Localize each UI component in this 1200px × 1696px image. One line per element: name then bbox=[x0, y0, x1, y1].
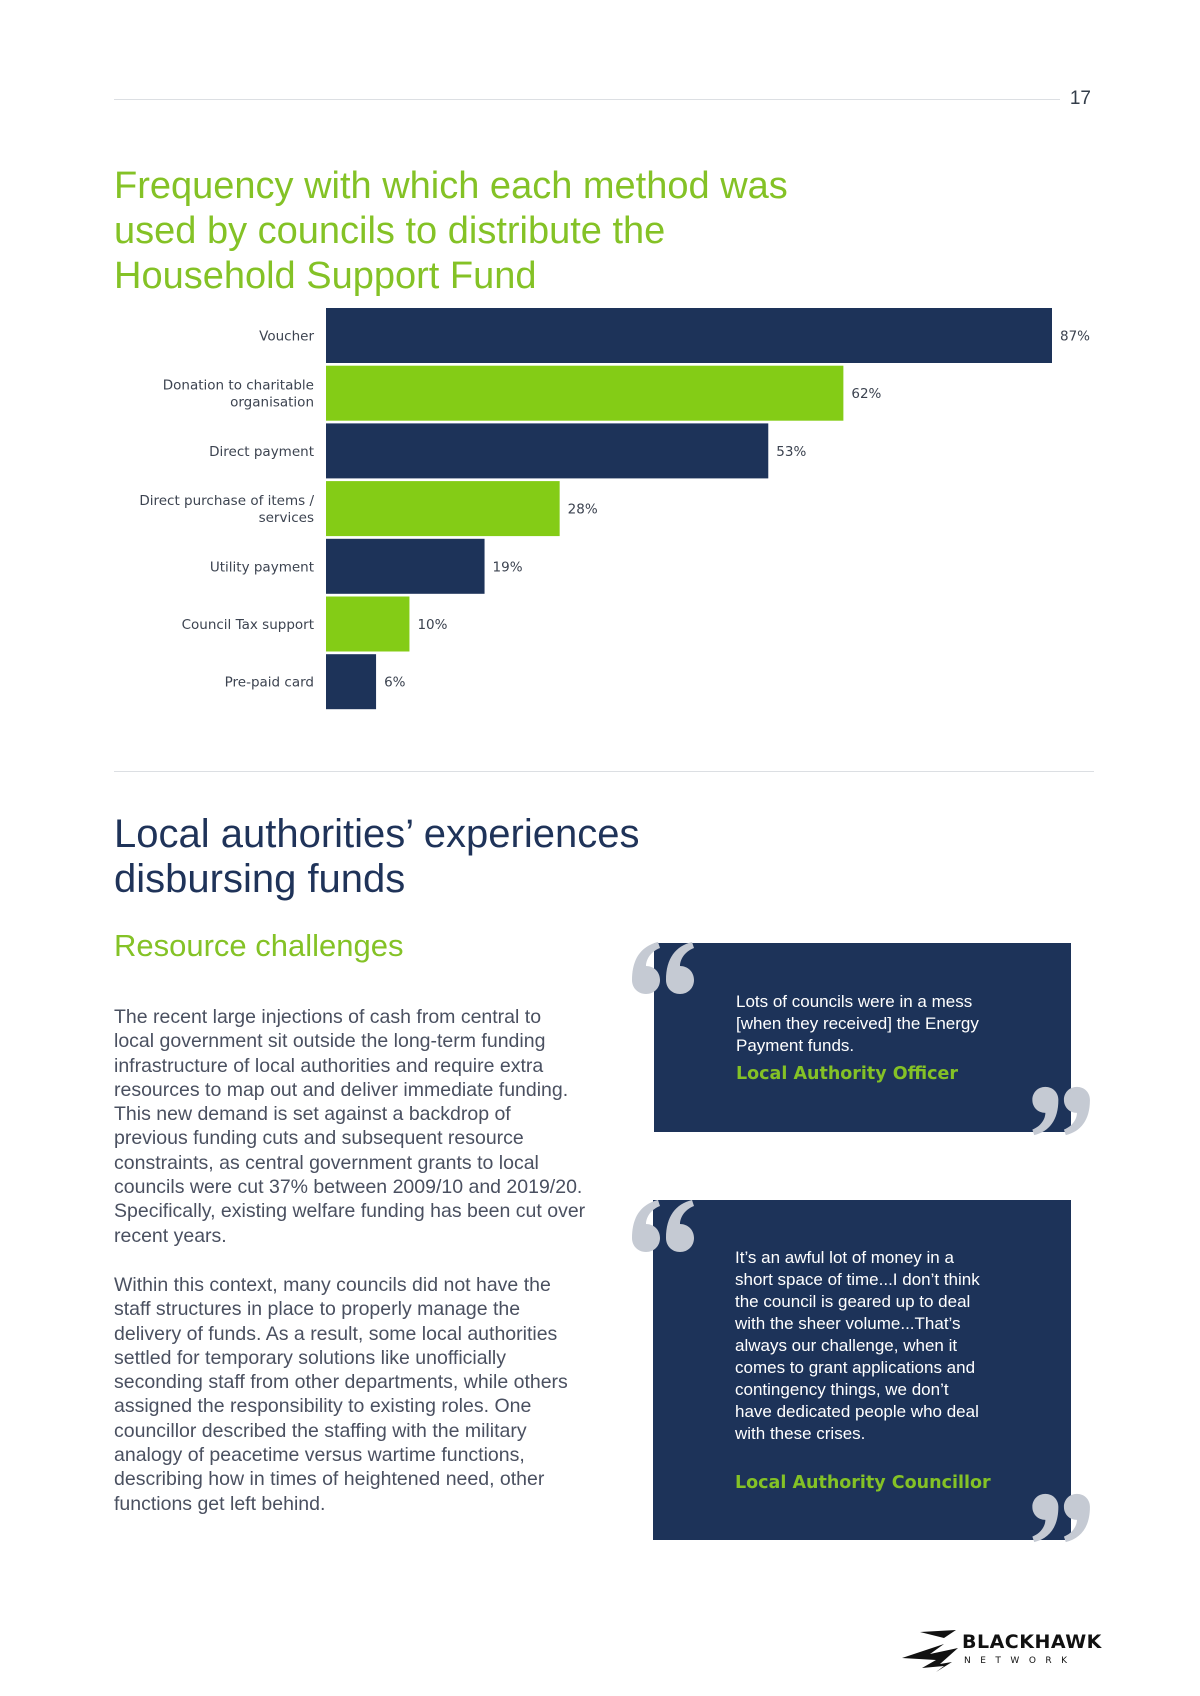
category-label-2: Direct payment bbox=[209, 443, 314, 460]
close-quote-icon bbox=[1030, 1492, 1096, 1544]
quote-text-1: Lots of councils were in a mess [when they received] the Energy Payment funds. bbox=[736, 992, 979, 1055]
close-quote-icon bbox=[1030, 1085, 1096, 1137]
bar-5 bbox=[326, 597, 409, 652]
value-label-4: 19% bbox=[492, 559, 523, 576]
category-label-4: Utility payment bbox=[209, 559, 314, 576]
open-quote-icon bbox=[630, 940, 700, 996]
quote-author-2: Local Authority Councillor bbox=[735, 1473, 991, 1493]
category-label-6: Pre-paid card bbox=[224, 674, 314, 691]
body-paragraph-2: Within this context, many councils did not have the staff structures in place to properly manage the delivery of funds. As a result, some local authorities settled for temporary solutions like unofficially seconding staff from other departments, while others assigned the responsibility to existing roles. One councillor described the staffing with the military analogy of peacetime versus wartime functions, describing how in times of heightened need, other functions get left behind. bbox=[114, 1274, 568, 1515]
category-label-5: Council Tax support bbox=[181, 617, 314, 633]
chart-title: Frequency with which each method was used by councils to distribute the Household Support Fund bbox=[114, 165, 788, 297]
category-label-0: Voucher bbox=[259, 328, 314, 345]
category-label-1: Donation to charitable organisation bbox=[162, 377, 314, 411]
section-subtitle: Resource challenges bbox=[114, 928, 404, 963]
value-label-3: 28% bbox=[567, 501, 598, 518]
value-label-6: 6% bbox=[384, 674, 406, 691]
bar-chart bbox=[0, 0, 1200, 720]
bar-0 bbox=[326, 308, 1052, 363]
quote-text-2: It’s an awful lot of money in a short space of time...I don’t think the council is geared up to deal with the sheer volume...That’s always our challenge, when it comes to grant applications and contingency things, we don’t have dedicated people who deal with these crises. bbox=[735, 1248, 980, 1443]
value-label-5: 10% bbox=[417, 617, 448, 633]
value-label-0: 87% bbox=[1060, 328, 1091, 345]
value-label-1: 62% bbox=[851, 386, 882, 403]
bar-3 bbox=[326, 481, 560, 536]
open-quote-icon bbox=[630, 1198, 700, 1254]
bar-2 bbox=[326, 423, 768, 478]
bar-6 bbox=[326, 654, 376, 709]
body-paragraph-1: The recent large injections of cash from central to local government sit outside the long-term funding infrastructure of local authorities and require extra resources to map out and deliver immediate funding. This new demand is set against a backdrop of previous funding cuts and subsequent resource constraints, as central government grants to local councils were cut 37% between 2009/10 and 2019/20. Specifically, existing welfare funding has been cut over recent years. bbox=[114, 1006, 586, 1247]
bar-4 bbox=[326, 539, 485, 594]
category-label-3: Direct purchase of items / services bbox=[139, 493, 314, 527]
quote-author-1: Local Authority Officer bbox=[736, 1064, 959, 1084]
section-title: Local authorities’ experiences disbursing funds bbox=[114, 812, 640, 901]
value-label-2: 53% bbox=[776, 443, 807, 460]
logo-tagline: NETWORK bbox=[964, 1656, 1077, 1666]
page-number: 17 bbox=[1069, 88, 1091, 109]
logo-wordmark: BLACKHAWK bbox=[962, 1631, 1102, 1653]
section-divider bbox=[114, 771, 1094, 772]
bar-1 bbox=[326, 366, 843, 421]
